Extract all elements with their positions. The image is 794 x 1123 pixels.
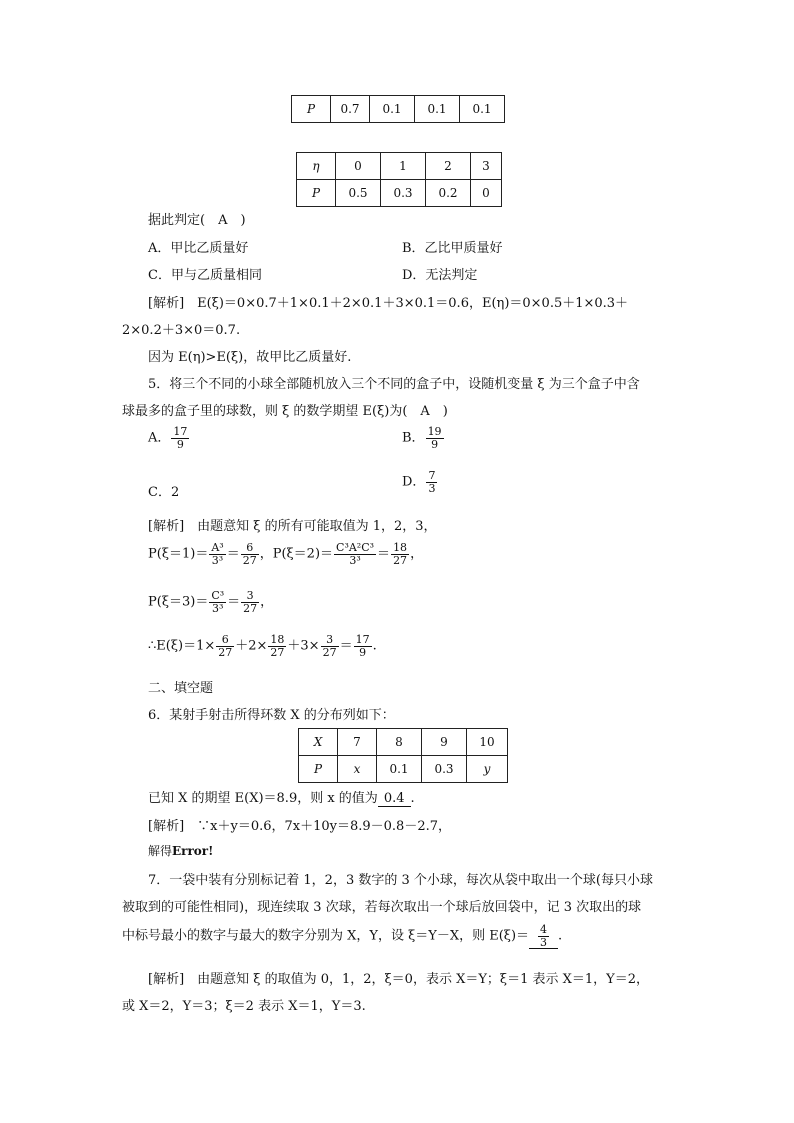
answer-blank: 0.4 xyxy=(378,791,411,807)
analysis-text: [解析] ∵x＋y＝0.6，7x＋10y＝8.9－0.8－2.7， xyxy=(148,819,452,834)
probability-line xyxy=(148,542,423,566)
question-stem: 据此判定( A ) xyxy=(148,213,246,228)
math-text: ＝ xyxy=(339,638,353,654)
table-cell: P xyxy=(297,180,336,207)
fraction xyxy=(216,634,234,658)
numerator: 19 xyxy=(427,425,442,438)
solve-text: 解得 xyxy=(148,844,173,858)
denominator: 27 xyxy=(270,645,285,659)
option-a xyxy=(148,426,190,450)
option-b xyxy=(402,426,445,450)
numerator: 6 xyxy=(241,542,259,555)
distribution-table-eta xyxy=(296,152,502,207)
question-text: 中标号最小的数字与最大的数字分别为 X，Y，设 ξ＝Y－X，则 E(ξ)＝ xyxy=(122,928,530,944)
option-b: B．乙比甲质量好 xyxy=(402,241,503,256)
fraction xyxy=(321,634,339,658)
analysis-conclusion: 因为 E(η)>E(ξ)，故甲比乙质量好. xyxy=(148,350,352,365)
math-text: ， xyxy=(410,546,424,562)
fraction xyxy=(354,634,372,658)
table-row xyxy=(292,96,505,123)
fraction xyxy=(334,542,376,566)
expectation-line xyxy=(148,634,377,658)
denominator: 27 xyxy=(218,645,233,659)
table-cell: 3 xyxy=(471,153,502,180)
denominator: 3 xyxy=(540,935,548,949)
analysis-text: 或 X＝2，Y＝3；ξ＝2 表示 X＝1，Y＝3. xyxy=(122,999,366,1014)
math-text: P(ξ＝1)＝ xyxy=(148,546,209,562)
table-cell: 0.1 xyxy=(370,96,415,123)
question-text: . xyxy=(558,928,563,944)
error-text: Error! xyxy=(172,844,214,858)
table-cell: P xyxy=(292,96,331,123)
table-cell: 0.2 xyxy=(426,180,471,207)
math-text: ＋3× xyxy=(287,638,320,654)
table-cell: 10 xyxy=(467,729,508,756)
solve-line xyxy=(148,842,213,859)
table-cell: η xyxy=(297,153,336,180)
question-stem: 球最多的盒子里的球数，则 ξ 的数学期望 E(ξ)为( A ) xyxy=(122,404,448,419)
table-cell: P xyxy=(299,756,338,783)
fraction xyxy=(171,426,189,450)
numerator: C³A²C³ xyxy=(336,541,375,554)
numerator: 3 xyxy=(241,590,259,603)
denominator: 3³ xyxy=(212,601,224,615)
numerator: C³ xyxy=(211,589,225,602)
table-row xyxy=(299,756,508,783)
table-cell: x xyxy=(338,756,377,783)
denominator: 3³ xyxy=(211,553,224,567)
fraction xyxy=(241,542,259,566)
fraction xyxy=(268,634,286,658)
table-cell: 0.1 xyxy=(415,96,460,123)
option-c: C．2 xyxy=(148,485,180,500)
table-row xyxy=(297,180,502,207)
distribution-table-x xyxy=(298,728,508,783)
table-cell: 0 xyxy=(336,153,381,180)
numerator: 3 xyxy=(321,634,339,647)
table-cell: 7 xyxy=(338,729,377,756)
math-text: P(ξ＝3)＝ xyxy=(148,594,209,610)
fraction xyxy=(426,470,437,494)
answer-line xyxy=(148,787,415,807)
math-text: ＝ xyxy=(226,546,240,562)
table-cell: 0.7 xyxy=(331,96,370,123)
analysis-text: [解析] E(ξ)＝0×0.7＋1×0.1＋2×0.1＋3×0.1＝0.6，E(η)＝0×0.5＋1×0.3＋ xyxy=(148,296,629,311)
table-cell: 0.1 xyxy=(460,96,505,123)
table-cell: y xyxy=(467,756,508,783)
table-cell: 0.1 xyxy=(377,756,422,783)
denominator: 9 xyxy=(359,645,367,659)
fraction xyxy=(241,590,259,614)
analysis-text: [解析] 由题意知 ξ 的所有可能取值为 1，2，3， xyxy=(148,519,437,534)
math-text: ，P(ξ＝2)＝ xyxy=(259,546,334,562)
fraction xyxy=(391,542,409,566)
option-label: D． xyxy=(402,474,426,490)
numerator: 17 xyxy=(355,633,370,646)
question-stem: 6．某射手射击所得环数 X 的分布列如下： xyxy=(148,708,395,723)
denominator: 3³ xyxy=(349,553,361,567)
table-cell: 0.3 xyxy=(381,180,426,207)
numerator: 18 xyxy=(270,633,285,646)
math-text: ＋2× xyxy=(235,638,268,654)
answer-blank xyxy=(529,924,558,949)
table-cell: 0 xyxy=(471,180,502,207)
denominator: 9 xyxy=(176,437,184,451)
math-text: ＝ xyxy=(227,594,241,610)
denominator: 3 xyxy=(428,481,436,495)
table-row xyxy=(297,153,502,180)
section-title: 二、填空题 xyxy=(148,681,214,696)
fraction xyxy=(426,426,444,450)
numerator: 17 xyxy=(173,425,188,438)
denominator: 27 xyxy=(243,601,258,615)
table-cell: 8 xyxy=(377,729,422,756)
table-cell: 0.3 xyxy=(422,756,467,783)
fraction xyxy=(538,924,549,948)
analysis-text: 2×0.2＋3×0＝0.7. xyxy=(122,323,241,338)
math-text: ＝ xyxy=(377,546,391,562)
answer-text: 已知 X 的期望 E(X)＝8.9，则 x 的值为 xyxy=(148,791,378,806)
math-text: ∴E(ξ)＝1× xyxy=(148,638,216,654)
table-row xyxy=(299,729,508,756)
fraction xyxy=(209,542,225,566)
numerator: 18 xyxy=(393,541,408,554)
question-stem xyxy=(122,924,562,949)
question-stem: 7．一袋中装有分别标记着 1，2，3 数字的 3 个小球，每次从袋中取出一个球(每只小球 xyxy=(148,873,653,888)
numerator: 4 xyxy=(540,923,548,936)
question-stem: 5．将三个不同的小球全部随机放入三个不同的盒子中，设随机变量 ξ 为三个盒子中含 xyxy=(148,377,640,392)
numerator: 6 xyxy=(216,634,234,647)
numerator: 7 xyxy=(428,469,436,482)
distribution-table-xi xyxy=(291,95,505,123)
option-a: A．甲比乙质量好 xyxy=(148,241,249,256)
math-text: ， xyxy=(260,594,274,610)
denominator: 27 xyxy=(393,553,408,567)
answer-text: . xyxy=(410,791,415,806)
option-d: D．无法判定 xyxy=(402,268,478,283)
table-cell: X xyxy=(299,729,338,756)
table-cell: 2 xyxy=(426,153,471,180)
analysis-text: [解析] 由题意知 ξ 的取值为 0，1，2，ξ＝0，表示 X＝Y；ξ＝1 表示 X＝1，Y＝2， xyxy=(148,972,649,987)
table-cell: 1 xyxy=(381,153,426,180)
option-c: C．甲与乙质量相同 xyxy=(148,268,262,283)
table-cell: 0.5 xyxy=(336,180,381,207)
fraction xyxy=(209,590,226,614)
question-stem: 被取到的可能性相同)，现连续取 3 次球，若每次取出一个球后放回袋中，记 3 次取出的球 xyxy=(122,900,642,915)
denominator: 27 xyxy=(242,553,257,567)
numerator: A³ xyxy=(211,541,224,554)
probability-line xyxy=(148,590,273,614)
math-text: . xyxy=(372,638,377,654)
table-cell: 9 xyxy=(422,729,467,756)
option-label: B． xyxy=(402,430,425,446)
option-d xyxy=(402,470,438,494)
option-label: A． xyxy=(148,430,171,446)
denominator: 9 xyxy=(431,437,439,451)
denominator: 27 xyxy=(322,645,337,659)
